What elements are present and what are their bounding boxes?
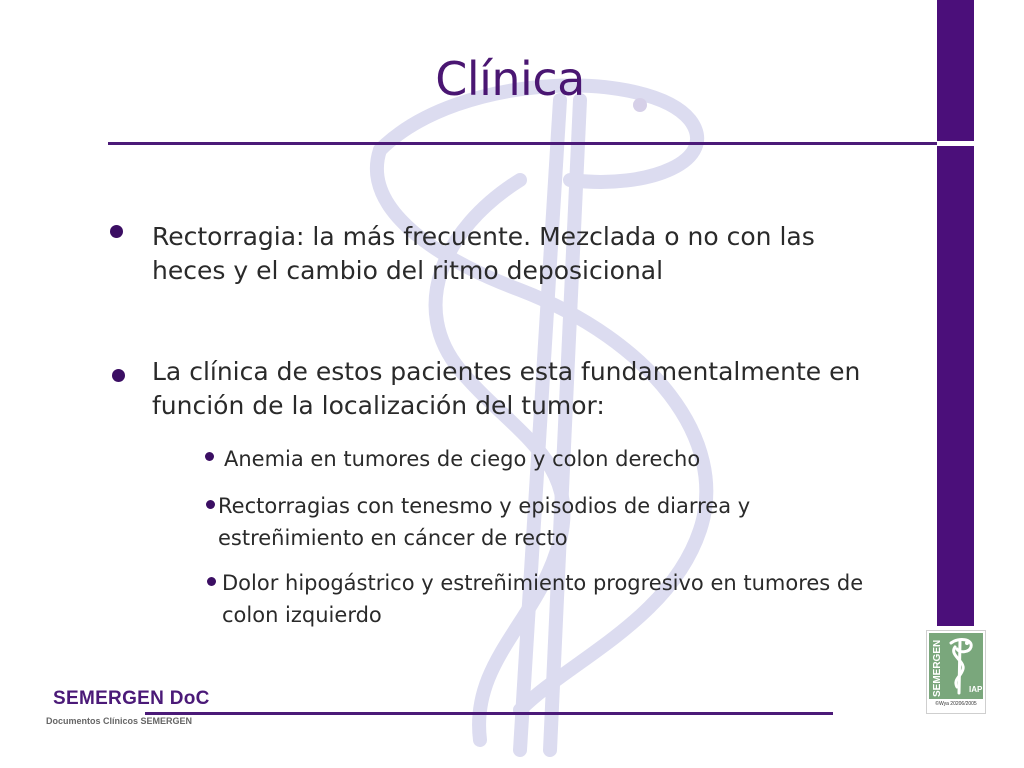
- bullet-item: [152, 220, 872, 288]
- right-accent-bar: [937, 0, 974, 626]
- sub-bullet-item: [218, 490, 858, 554]
- logo-code-text: ©Wya 20206/2005: [935, 701, 977, 707]
- bullet-item: [152, 355, 892, 423]
- bullet-text: Rectorragia: la más frecuente. Mezclada o no con las heces y el cambio del ritmo deposicional: [152, 222, 815, 285]
- sub-bullet-item: [222, 567, 902, 631]
- bullet-dot-icon: [112, 369, 125, 382]
- footer-brand-logo: SEMERGEN DoC: [53, 688, 210, 709]
- sub-bullet-text: Dolor hipogástrico y estreñimiento progresivo en tumores de colon izquierdo: [222, 571, 864, 627]
- slide-title: Clínica: [435, 52, 585, 106]
- sub-bullet-dot-icon: [206, 500, 215, 509]
- sub-bullet-text: Rectorragias con tenesmo y episodios de diarrea y estreñimiento en cáncer de recto: [218, 494, 751, 550]
- logo-badge-text: IAP: [969, 685, 983, 694]
- bullet-dot-icon: [110, 225, 123, 238]
- sub-bullet-dot-icon: [205, 452, 214, 461]
- bullet-text: La clínica de estos pacientes esta fundamentalmente en función de la localización del tumor:: [152, 357, 861, 420]
- sub-bullet-text: Anemia en tumores de ciego y colon derecho: [224, 447, 701, 471]
- title-divider: [108, 142, 937, 145]
- sub-bullet-dot-icon: [207, 577, 216, 586]
- footer-brand-subtitle: Documentos Clínicos SEMERGEN: [46, 716, 193, 726]
- semergen-logo: [926, 630, 986, 714]
- logo-badge: [929, 633, 983, 699]
- sub-bullet-item: [224, 443, 864, 475]
- footer-divider: [145, 712, 833, 715]
- right-bar-divider: [937, 141, 974, 146]
- logo-vertical-text: SEMERGEN: [932, 639, 943, 697]
